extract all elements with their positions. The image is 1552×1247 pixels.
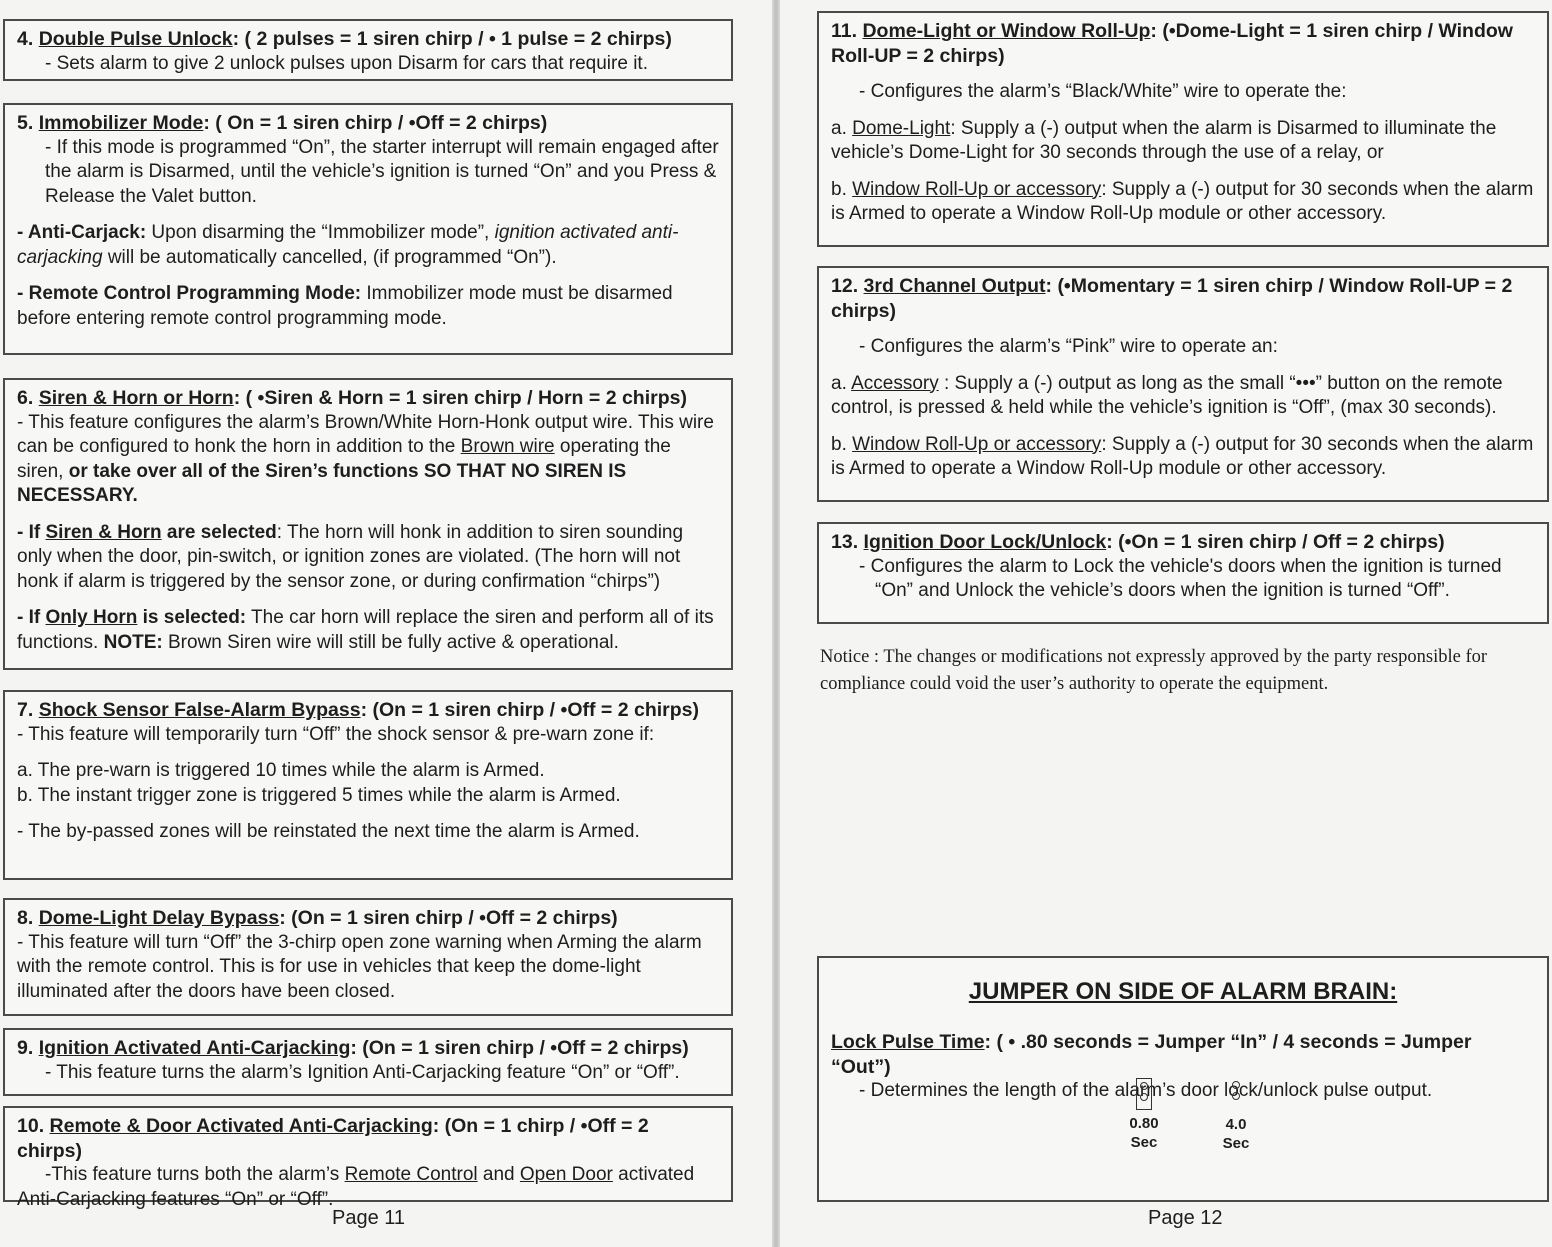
- open-pins-icon: [1229, 1081, 1243, 1111]
- jumper-box: [817, 956, 1549, 1202]
- section-11-heading: 11. Dome-Light or Window Roll-Up: (•Dome-Light = 1 siren chirp / Window Roll-UP = 2 chirps): [831, 20, 1513, 67]
- section-8-title: Dome-Light Delay Bypass: [38, 907, 280, 929]
- section-13-heading: 13. Ignition Door Lock/Unlock: (•On = 1 siren chirp / Off = 2 chirps): [831, 531, 1445, 553]
- section-7-end: - The by-passed zones will be reinstated the next time the alarm is Armed.: [17, 821, 640, 842]
- jumper-heading: JUMPER ON SIDE OF ALARM BRAIN:: [968, 978, 1398, 1005]
- section-9-heading: 9. Ignition Activated Anti-Carjacking: (On = 1 siren chirp / •Off = 2 chirps): [17, 1037, 689, 1059]
- jumper-out: [1211, 1078, 1261, 1153]
- section-13-desc: - Configures the alarm to Lock the vehicle's doors when the ignition is turned “On” and Unlock the vehicle’s doors when the ignition is turned “Off”.: [859, 555, 1502, 601]
- section-5-title: Immobilizer Mode: [38, 112, 204, 134]
- section-13-title: Ignition Door Lock/Unlock: [863, 531, 1107, 553]
- section-9-desc: - This feature turns the alarm’s Ignition Anti-Carjacking feature “On” or “Off”.: [45, 1061, 680, 1083]
- jumper-cap-icon: [1136, 1078, 1152, 1110]
- jumper-in: [1119, 1078, 1169, 1152]
- section-9: [3, 1028, 733, 1096]
- section-10-heading: 10. Remote & Door Activated Anti-Carjacking: (On = 1 chirp / •Off = 2 chirps): [17, 1115, 649, 1162]
- jumper-diagram: [1119, 1078, 1279, 1158]
- section-4: [3, 19, 733, 81]
- book-spine: [772, 0, 780, 1247]
- section-7-item-b: b. The instant trigger zone is triggered 5 times while the alarm is Armed.: [17, 784, 621, 806]
- section-12-desc: - Configures the alarm’s “Pink” wire to operate an:: [859, 336, 1278, 357]
- section-8-desc: - This feature will turn “Off” the 3-chirp open zone warning when Arming the alarm with the remote control. This is for use in vehicles that keep the dome-light illuminated after the doors have been closed.: [17, 931, 702, 1002]
- section-7-item-a: a. The pre-warn is triggered 10 times while the alarm is Armed.: [17, 760, 545, 781]
- section-5: [3, 103, 733, 355]
- jumper-in-value: 0.80: [1129, 1115, 1159, 1132]
- section-10-title: Remote & Door Activated Anti-Carjacking: [49, 1115, 433, 1137]
- section-4-desc: - Sets alarm to give 2 unlock pulses upon Disarm for cars that require it.: [45, 52, 648, 74]
- section-9-title: Ignition Activated Anti-Carjacking: [38, 1037, 351, 1059]
- section-11: [817, 11, 1549, 247]
- section-12-title: 3rd Channel Output: [863, 275, 1046, 297]
- section-12-item-a: a. Accessory : Supply a (-) output as long as the small “•••” button on the remote control, is pressed & held while the vehicle’s ignition is “Off”, (max 30 seconds).: [831, 372, 1503, 418]
- jumper-out-unit: Sec: [1222, 1135, 1250, 1152]
- section-10-desc: -This feature turns both the alarm’s Remote Control and Open Door activated Anti-Carjacking features “On” or “Off”.: [17, 1164, 695, 1210]
- jumper-in-unit: Sec: [1130, 1134, 1158, 1151]
- lock-pulse-heading: Lock Pulse Time: ( • .80 seconds = Jumper “In” / 4 seconds = Jumper “Out”): [831, 1031, 1472, 1078]
- notice-text: Notice : The changes or modifications not expressly approved by the party responsible for compliance could void the user’s authority to operate the equipment.: [820, 647, 1488, 694]
- section-13: [817, 522, 1549, 624]
- section-12-item-b: b. Window Roll-Up or accessory: Supply a (-) output for 30 seconds when the alarm is Armed to operate a Window Roll-Up module or other accessory.: [831, 433, 1534, 479]
- jumper-out-value: 4.0: [1225, 1116, 1247, 1133]
- section-12-heading: 12. 3rd Channel Output: (•Momentary = 1 siren chirp / Window Roll-UP = 2 chirps): [831, 275, 1513, 322]
- section-4-heading: 4. Double Pulse Unlock: ( 2 pulses = 1 siren chirp / • 1 pulse = 2 chirps): [17, 28, 672, 50]
- section-5-anti-carjack: - Anti-Carjack: Upon disarming the “Immobilizer mode”, ignition activated anti-carjacking will be automatically cancelled, (if programmed “On”).: [17, 222, 679, 268]
- page-11: [0, 0, 772, 1247]
- section-6: [3, 378, 733, 670]
- section-7-desc: - This feature will temporarily turn “Off” the shock sensor & pre-warn zone if:: [17, 723, 655, 745]
- page-number-12: Page 12: [1148, 1207, 1223, 1229]
- lock-pulse-title: Lock Pulse Time: [831, 1031, 985, 1053]
- page-12: [780, 0, 1552, 1247]
- section-7: [3, 690, 733, 880]
- section-11-desc: - Configures the alarm’s “Black/White” wire to operate the:: [859, 81, 1347, 102]
- section-8: [3, 898, 733, 1016]
- page-number-11: Page 11: [332, 1207, 406, 1229]
- section-6-desc: - This feature configures the alarm’s Brown/White Horn-Honk output wire. This wire can be configured to honk the horn in addition to the Brown wire operating the siren, or take over all of the Siren’s functions SO THAT NO SIREN IS NECESSARY.: [17, 411, 714, 506]
- section-5-remote-programming: - Remote Control Programming Mode: Immobilizer mode must be disarmed before entering remote control programming mode.: [17, 283, 673, 329]
- section-5-heading: 5. Immobilizer Mode: ( On = 1 siren chirp / •Off = 2 chirps): [17, 112, 548, 134]
- lock-pulse-desc: - Determines the length of the alarm’s door lock/unlock pulse output.: [859, 1080, 1433, 1101]
- section-11-item-b: b. Window Roll-Up or accessory: Supply a (-) output for 30 seconds when the alarm is Armed to operate a Window Roll-Up module or other accessory.: [831, 178, 1534, 224]
- section-6-only-horn: - If Only Horn is selected: The car horn will replace the siren and perform all of its functions. NOTE: Brown Siren wire will still be fully active & operational.: [17, 607, 714, 653]
- section-6-siren-horn: - If Siren & Horn are selected: The horn will honk in addition to siren sounding only when the door, pin-switch, or ignition zones are violated. (The horn will not honk if alarm is triggered by the sensor zone, or during confirmation “chirps”): [17, 521, 684, 592]
- section-8-heading: 8. Dome-Light Delay Bypass: (On = 1 siren chirp / •Off = 2 chirps): [17, 907, 618, 929]
- section-12: [817, 266, 1549, 502]
- section-10: [3, 1106, 733, 1210]
- section-7-heading: 7. Shock Sensor False-Alarm Bypass: (On = 1 siren chirp / •Off = 2 chirps): [17, 699, 699, 721]
- section-11-title: Dome-Light or Window Roll-Up: [862, 20, 1151, 42]
- section-6-title: Siren & Horn or Horn: [38, 387, 234, 409]
- section-7-title: Shock Sensor False-Alarm Bypass: [38, 699, 361, 721]
- section-6-heading: 6. Siren & Horn or Horn: ( •Siren & Horn = 1 siren chirp / Horn = 2 chirps): [17, 387, 687, 409]
- section-4-title: Double Pulse Unlock: [38, 28, 233, 50]
- section-11-item-a: a. Dome-Light: Supply a (-) output when the alarm is Disarmed to illuminate the vehicle’s Dome-Light for 30 seconds through the use of a relay, or: [831, 117, 1497, 163]
- section-5-desc: - If this mode is programmed “On”, the starter interrupt will remain engaged after the alarm is Disarmed, until the vehicle’s ignition is turned “On” and you Press & Release the Valet button.: [45, 136, 719, 207]
